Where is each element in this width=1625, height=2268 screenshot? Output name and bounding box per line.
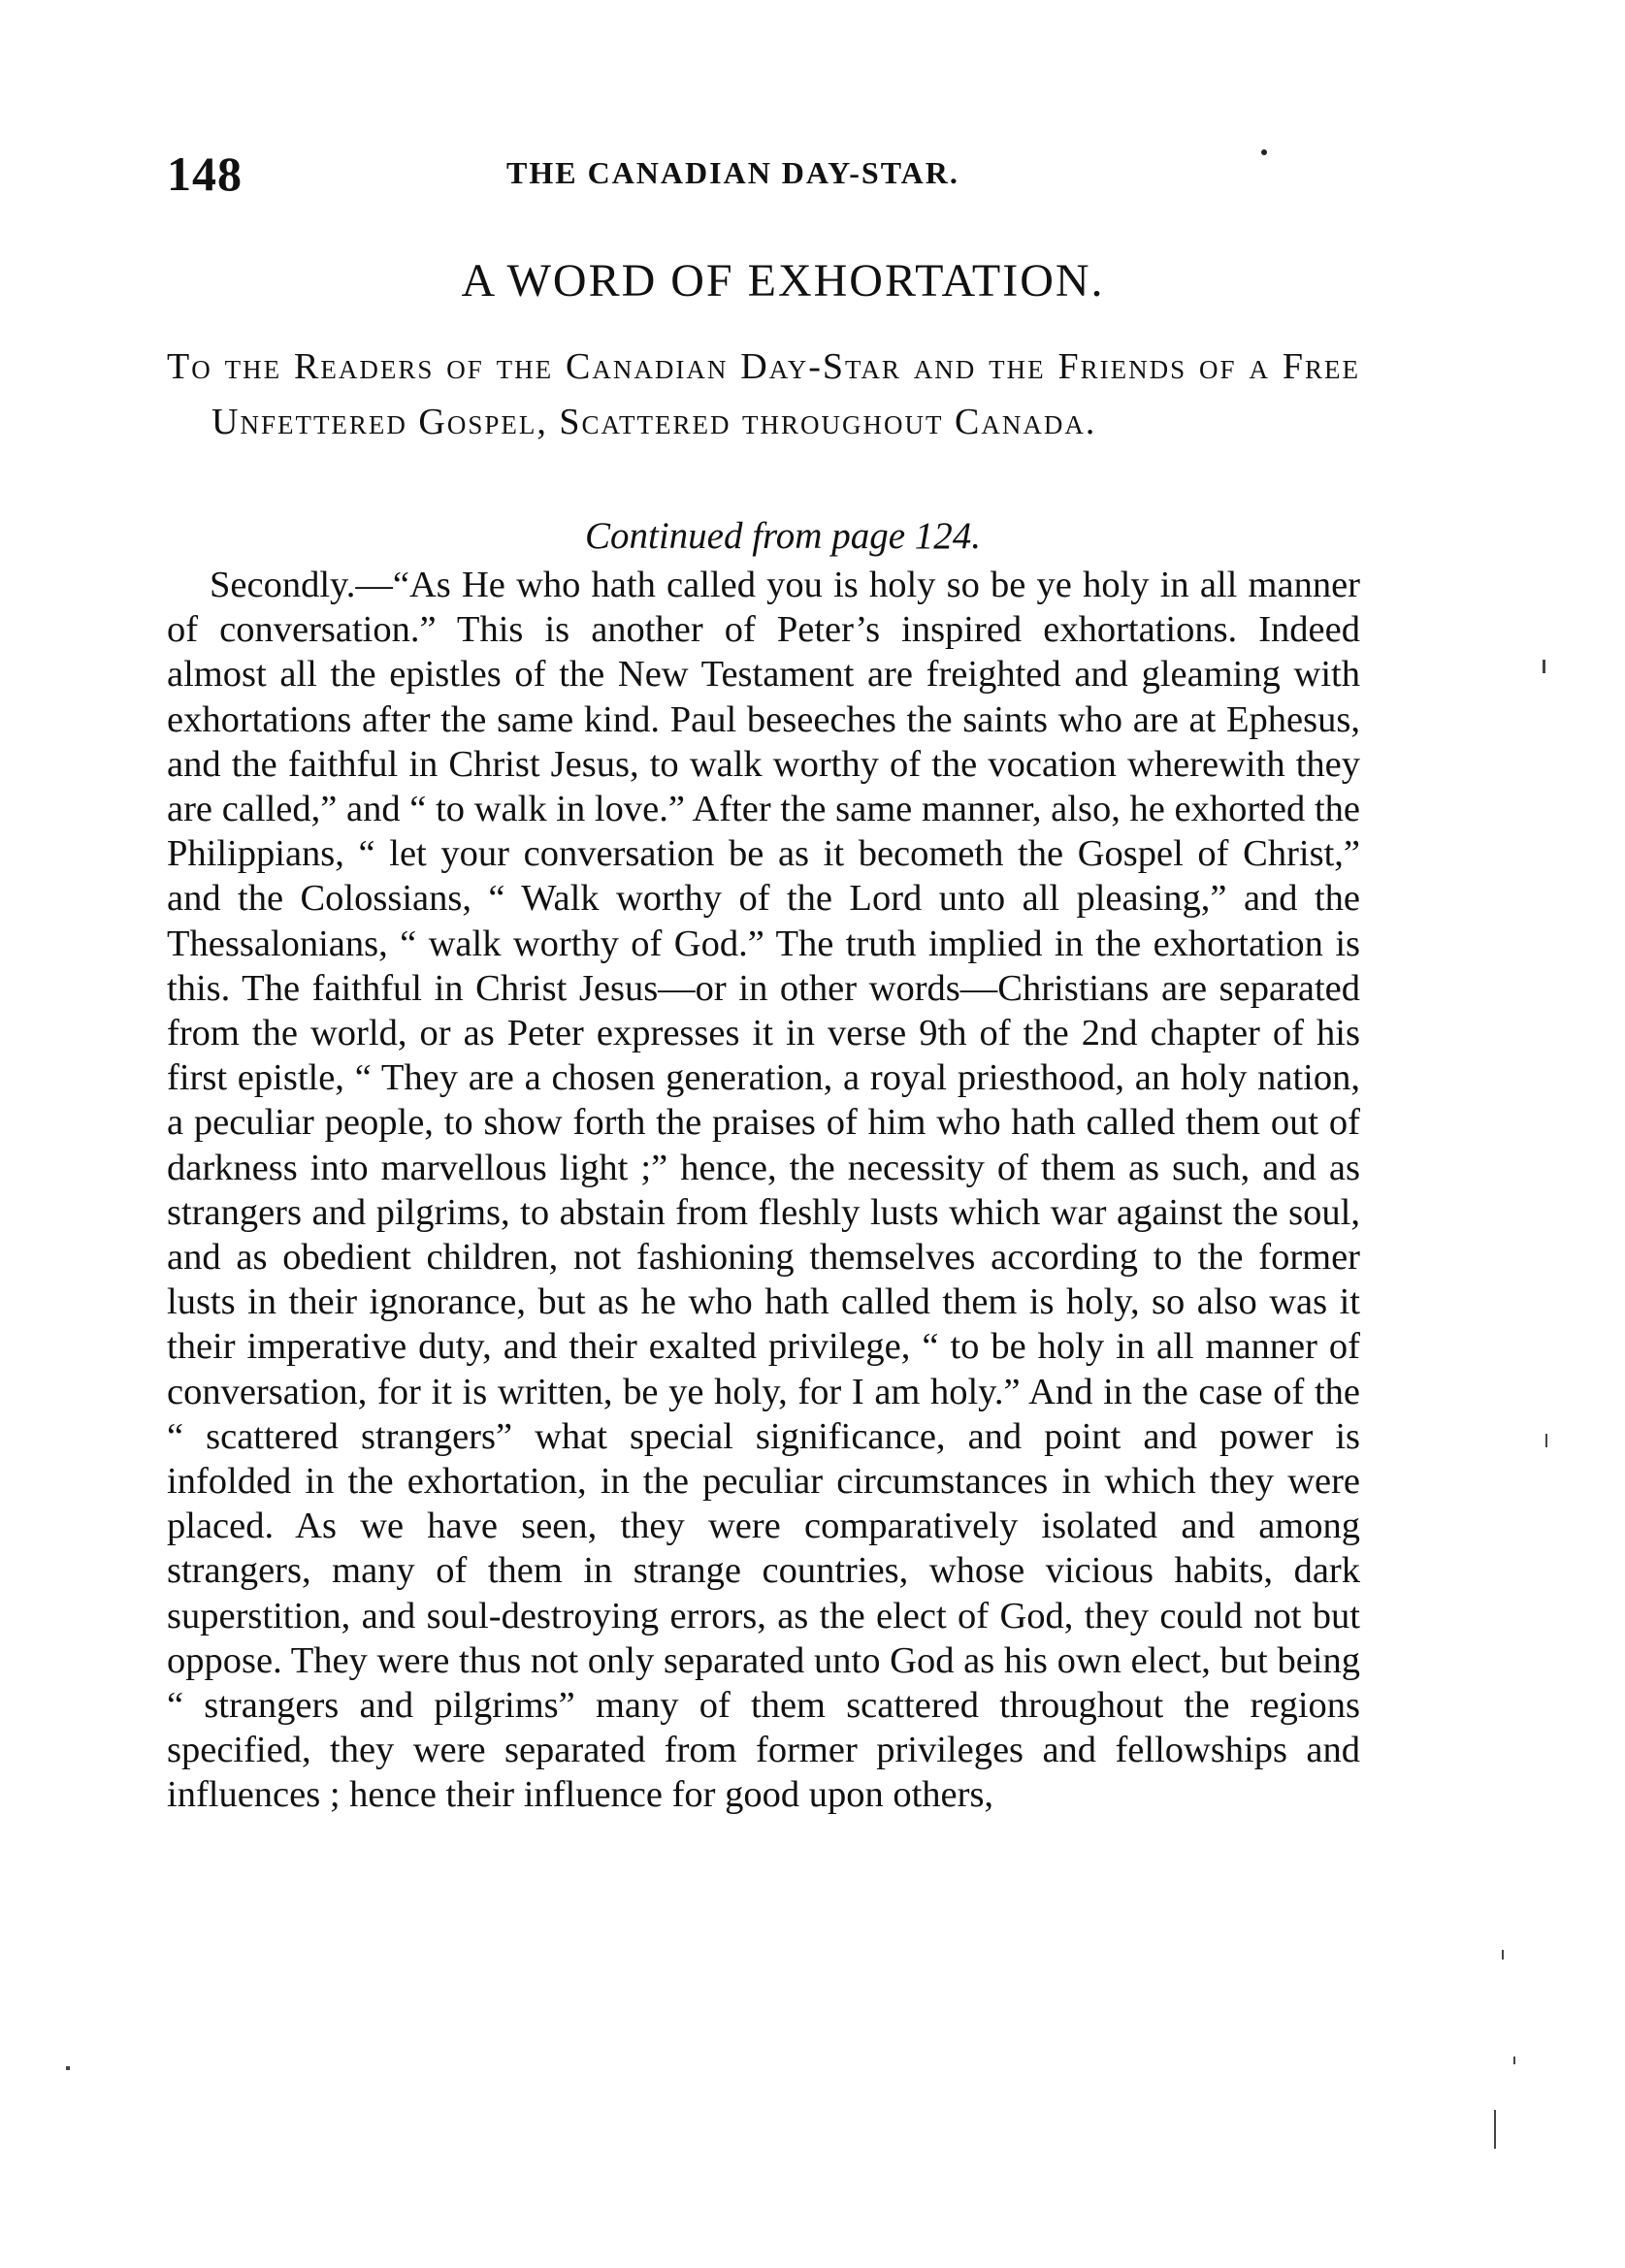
article-body: Secondly.—“As He who hath called you is holy so be ye holy in all manner of conversation.” This is another of Peter’s inspired exhortations. Indeed almost all the epistles of the New Testament are freighted and gleaming with exhortations after the same kind. Paul beseeches the saints who are at Ephesus, and the faithful in Christ Jesus, to walk worthy of the vocation wherewith they are called,” and “ to walk in love.” After the same manner, also, he exhorted the Philippians, “ let your conversation be as it becometh the Gospel of Christ,” and the Colossians, “ Walk worthy of the Lord unto all pleasing,” and the Thessalonians, “ walk worthy of God.” The truth implied in the exhortation is this. The faithful in Christ Jesus—or in other words—Christians are separated from the world, or as Peter expresses it in verse 9th of the 2nd chapter of his first epistle, “ They are a chosen generation, a royal priesthood, an holy nation, a peculiar people, to show forth the praises of him who hath called them out of darkness into marvellous light ;” hence, the necessity of them as such, and as strangers and pilgrims, to abstain from fleshly lusts which war against the soul, and as obedient children, not fashioning themselves according to the former lusts in their ignorance, but as he who hath called them is holy, so also was it their imperative duty, and their exalted privilege, “ to be holy in all manner of conversation, for it is written, be ye holy, for I am holy.” And in the case of the “ scattered strangers” what special significance, and point and power is infolded in the exhortation, in the peculiar circumstances in which they were placed. As we have seen, they were comparatively isolated and among strangers, many of them in strange countries, whose vicious habits, dark superstition, and soul-destroying errors, as the elect of God, they could not but oppose. They were thus not only separated unto God as his own elect, but being “ strangers and pilgrims” many of them scattered throughout the regions specified, they were separated from former privileges and fellowships and influences ; hence their influence for good upon others,	[167, 565, 1360, 1816]
article-dedication: To the Readers of the Canadian Day-Star and the Friends of a Free Unfettered Gospel, Scattered throughout Canada.	[167, 346, 1360, 442]
margin-speck	[1502, 1950, 1504, 1960]
margin-speck	[1513, 2057, 1515, 2064]
margin-speck	[1494, 2110, 1496, 2149]
margin-speck	[1545, 1434, 1547, 1447]
ink-speck	[1261, 149, 1267, 155]
running-head	[167, 146, 1360, 213]
margin-speck	[66, 2066, 70, 2070]
margin-speck	[1543, 660, 1545, 673]
continuation-note: Continued from page 124.	[584, 515, 982, 557]
page-number: 148	[167, 146, 243, 201]
journal-title: THE CANADIAN DAY-STAR.	[506, 155, 959, 190]
article-title: A WORD OF EXHORTATION.	[461, 255, 1105, 307]
